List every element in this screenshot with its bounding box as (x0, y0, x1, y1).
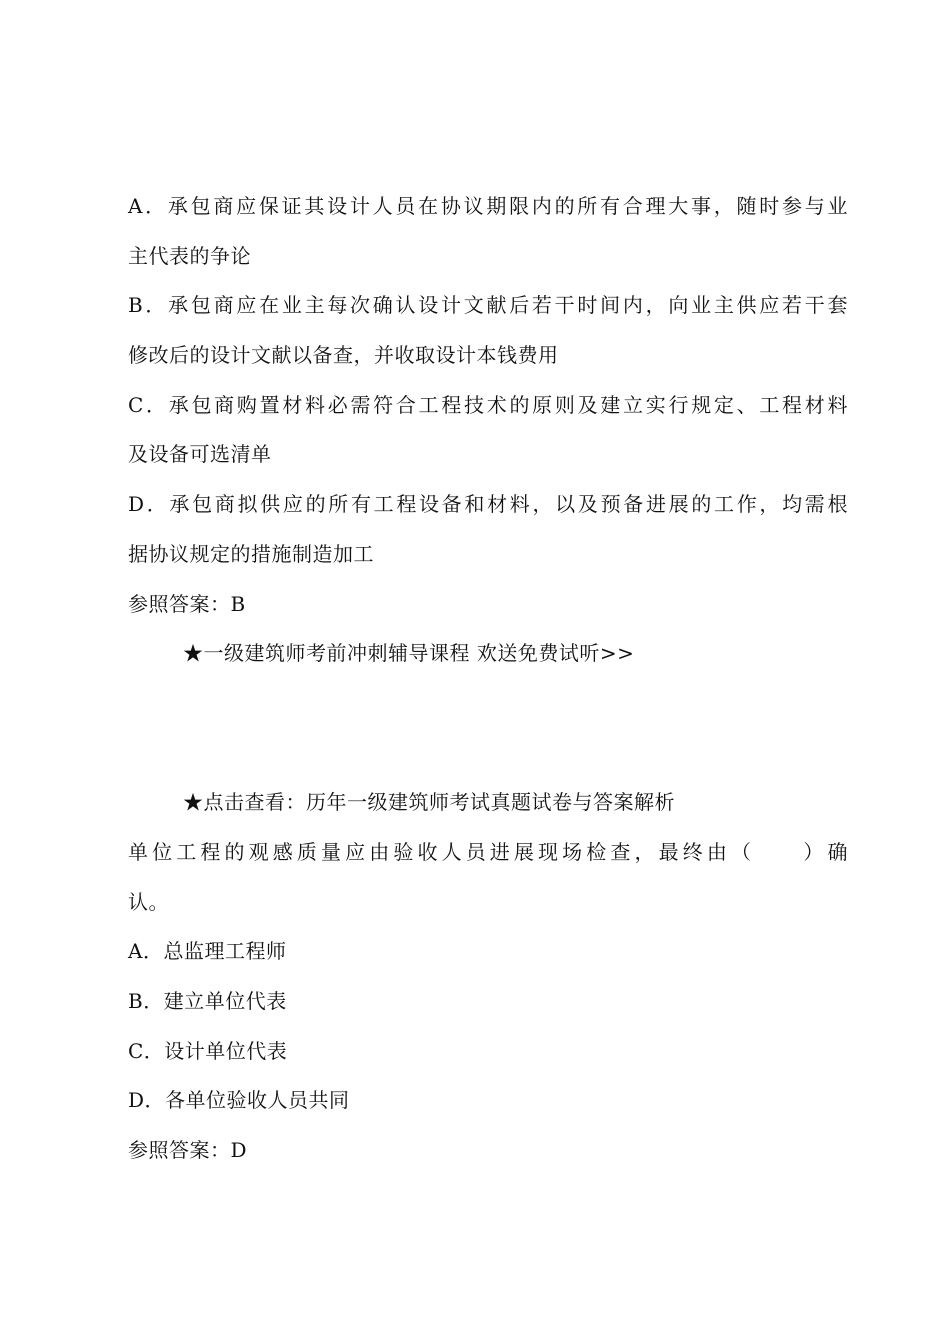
q1-option-b-line1: B．承包商应在业主每次确认设计文献后若干时间内，向业主供应若干套 (128, 293, 848, 317)
q1-option-d-line1: D．承包商拟供应的所有工程设备和材料，以及预备进展的工作，均需根 (128, 492, 848, 516)
q2-option-a: A．总监理工程师 (128, 939, 287, 963)
q2-option-c: C．设计单位代表 (128, 1039, 288, 1063)
q2-stem-line1: 单位工程的观感质量应由验收人员进展现场检查，最终由（ ）确 (128, 840, 848, 864)
promo-course-link[interactable]: ★一级建筑师考前冲刺辅导课程 欢送免费试听>> (183, 641, 635, 665)
promo-exam-link[interactable]: ★点击查看：历年一级建筑师考试真题试卷与答案解析 (183, 790, 675, 814)
q1-option-c-line1: C．承包商购置材料必需符合工程技术的原则及建立实行规定、工程材料 (128, 393, 848, 417)
q2-option-d: D．各单位验收人员共同 (128, 1088, 350, 1112)
q1-option-a-line2: 主代表的争论 (128, 244, 251, 268)
q1-option-c-line2: 及设备可选清单 (128, 442, 272, 466)
q1-option-a-line1: A．承包商应保证其设计人员在协议期限内的所有合理大事，随时参与业 (128, 194, 848, 218)
q2-option-b: B．建立单位代表 (128, 989, 287, 1013)
q1-option-b-line2: 修改后的设计文献以备查，并收取设计本钱费用 (128, 343, 559, 367)
q2-answer: 参照答案：D (128, 1138, 248, 1162)
q1-answer: 参照答案：B (128, 592, 246, 616)
q2-stem-line2: 认。 (128, 890, 169, 914)
q1-option-d-line2: 据协议规定的措施制造加工 (128, 542, 374, 566)
